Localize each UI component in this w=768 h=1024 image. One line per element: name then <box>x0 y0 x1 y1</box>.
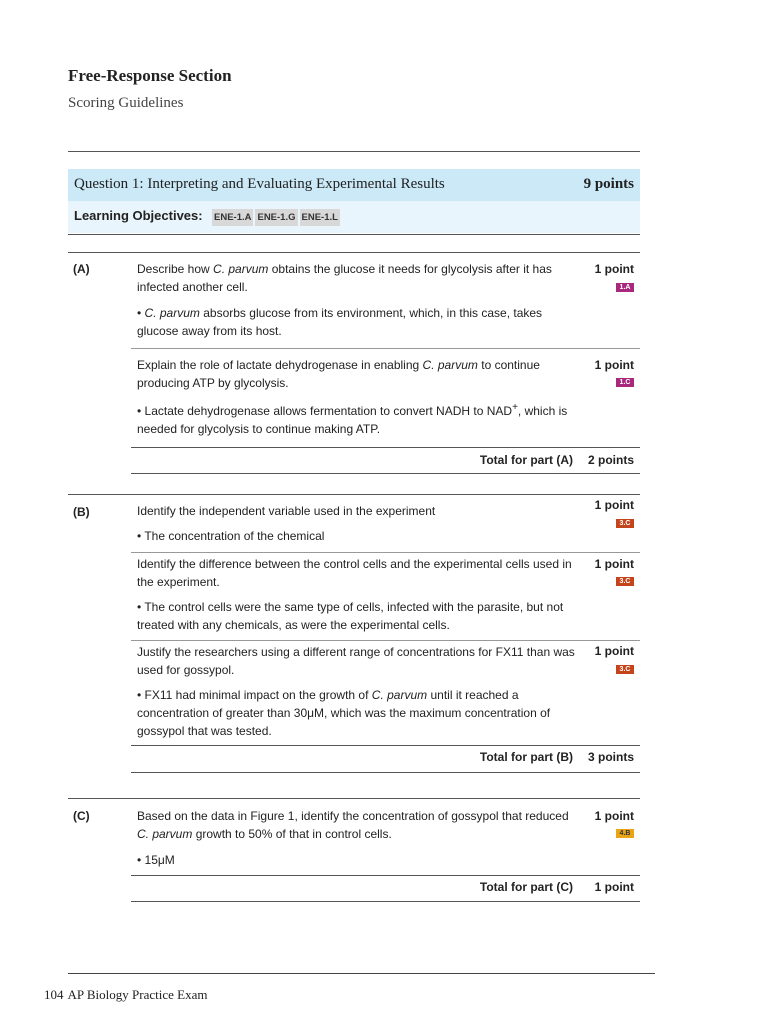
row-divider <box>131 473 640 474</box>
question-points: 9 points <box>583 176 634 192</box>
part-b-total: 3 points <box>587 750 634 764</box>
skill-badge: 3.C <box>616 519 634 528</box>
page-title: Free-Response Section <box>68 66 232 85</box>
part-b-item-1-prompt: Identify the independent variable used in the experiment <box>137 504 436 518</box>
divider <box>68 234 640 235</box>
part-b-item-2-prompt: Identify the difference between the control cells and the experimental cells used in the experiment. <box>137 557 572 589</box>
skill-badge: 3.C <box>616 665 634 674</box>
part-c-item-1-prompt: Based on the data in Figure 1, identify the concentration of gossypol that reduced C. parvum growth to 50% of that in control cells. <box>137 809 569 841</box>
part-a-total-label: Total for part (A) <box>479 453 573 467</box>
page-number: 104 <box>44 987 64 1002</box>
row-divider <box>131 447 640 448</box>
row-divider <box>131 772 640 773</box>
row-divider <box>131 875 640 876</box>
skill-badge: 4.B <box>616 829 634 838</box>
footer <box>44 987 207 1003</box>
part-b-item-2-points: 1 point <box>594 557 634 571</box>
part-a-item-2-points: 1 point <box>594 358 634 372</box>
part-b-item-3-points: 1 point <box>594 644 634 658</box>
skill-badge: 3.C <box>616 577 634 586</box>
skill-badge: 1.C <box>616 378 634 387</box>
part-a-total: 2 points <box>587 453 634 467</box>
row-divider <box>131 348 640 349</box>
part-a-item-1-answer: • C. parvum absorbs glucose from its environment, which, in this case, takes glucose away from its host. <box>137 306 543 338</box>
part-c-total: 1 point <box>594 880 634 894</box>
objective-code: ENE-1.G <box>255 209 297 226</box>
footer-title: AP Biology Practice Exam <box>67 987 208 1002</box>
skill-badge: 1.A <box>616 283 634 292</box>
part-b-item-3-prompt: Justify the researchers using a different range of concentrations for FX11 than was used for gossypol. <box>137 645 575 677</box>
part-a-divider <box>68 252 640 253</box>
part-a-item-1-prompt: Describe how C. parvum obtains the glucose it needs for glycolysis after it has infected another cell. <box>137 262 552 294</box>
part-b-item-2-answer: • The control cells were the same type of cells, infected with the parasite, but not treated with any chemicals, as were the experimental cells. <box>137 600 564 632</box>
part-c-label: (C) <box>73 809 90 823</box>
part-b-label: (B) <box>73 505 90 519</box>
part-a-item-2-answer: • Lactate dehydrogenase allows fermentation to convert NADH to NAD+, which is needed for glycolysis to continue making ATP. <box>137 402 568 436</box>
row-divider <box>131 640 640 641</box>
part-a-item-2-prompt: Explain the role of lactate dehydrogenase in enabling C. parvum to continue producing ATP by glycolysis. <box>137 358 540 390</box>
row-divider <box>131 552 640 553</box>
objectives-label: Learning Objectives: <box>74 208 203 223</box>
part-c-divider <box>68 798 640 799</box>
row-divider <box>131 901 640 902</box>
part-b-total-label: Total for part (B) <box>479 750 573 764</box>
part-c-total-label: Total for part (C) <box>479 880 573 894</box>
question-title: Question 1: Interpreting and Evaluating Experimental Results <box>74 176 445 192</box>
part-b-item-1-answer: • The concentration of the chemical <box>137 529 325 543</box>
objective-code: ENE-1.A <box>212 209 253 226</box>
objective-code: ENE-1.L <box>300 209 340 226</box>
part-a-label: (A) <box>73 262 90 276</box>
learning-objectives <box>68 201 640 233</box>
footer-divider <box>68 973 655 974</box>
part-c-item-1-answer: • 15μM <box>137 853 175 867</box>
divider <box>68 151 640 152</box>
question-header <box>68 169 640 201</box>
page-subtitle: Scoring Guidelines <box>68 95 184 111</box>
objective-codes <box>212 209 340 226</box>
row-divider <box>131 745 640 746</box>
part-a-item-1-points: 1 point <box>594 262 634 276</box>
part-b-item-3-answer: • FX11 had minimal impact on the growth of C. parvum until it reached a concentration of greater than 30μM, which was the maximum concentration of gossypol that was tested. <box>137 688 551 738</box>
part-c-item-1-points: 1 point <box>594 809 634 823</box>
part-b-item-1-points: 1 point <box>594 498 634 512</box>
part-b-divider <box>68 494 640 495</box>
